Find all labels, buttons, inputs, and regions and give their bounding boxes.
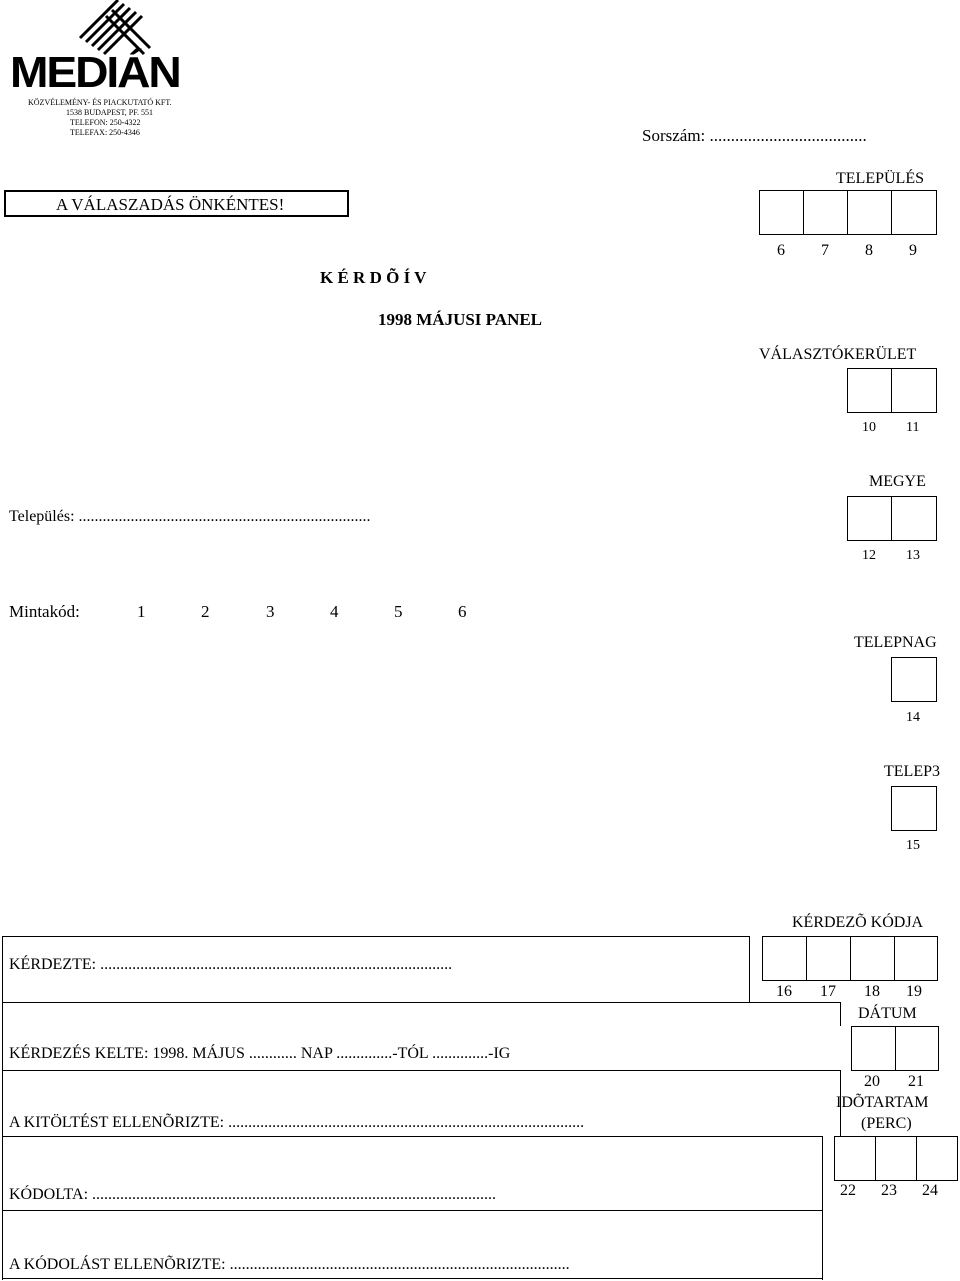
code-box[interactable] [895,1026,939,1071]
code-box[interactable] [847,190,892,235]
code-box[interactable] [891,496,937,541]
datum-label: DÁTUM [858,1005,917,1022]
voluntary-notice: A VÁLASZADÁS ÖNKÉNTES! [56,195,285,214]
telepnag-label: TELEPNAG [854,634,937,651]
column-number: 15 [906,838,920,853]
column-number: 18 [864,983,880,1000]
logo-line-2: 1538 BUDAPEST, PF. 551 [66,108,154,117]
divider [840,1002,841,1026]
code-box[interactable] [894,936,938,981]
code-box[interactable] [891,657,937,702]
page-subtitle: 1998 MÁJUSI PANEL [378,310,543,329]
divider [840,1070,841,1136]
column-number: 11 [906,420,920,435]
column-number: 16 [776,983,792,1000]
column-number: 7 [821,242,829,259]
kodolast-ellenorizte-field[interactable]: A KÓDOLÁST ELLENÕRIZTE: ..................................................................................... [9,1256,570,1273]
idotartam-label: IDÕTARTAM [836,1094,929,1111]
column-number: 20 [864,1073,880,1090]
column-number: 9 [909,242,917,259]
megye-label: MEGYE [869,473,926,490]
column-number: 19 [906,983,922,1000]
column-number: 21 [908,1073,924,1090]
page-title: K É R D Õ Í V [320,268,427,287]
code-box[interactable] [834,1136,876,1181]
divider [2,1136,822,1137]
kerdezo-kodja-label: KÉRDEZÕ KÓDJA [792,914,924,931]
logo-wordmark: MEDIÁN [10,48,180,97]
code-box[interactable] [851,1026,896,1071]
kitoltest-ellenorizte-field[interactable]: A KITÖLTÉST ELLENÕRIZTE: ......................................................................................... [9,1114,585,1131]
column-number: 13 [906,548,920,563]
code-box[interactable] [850,936,895,981]
divider [2,1210,822,1211]
divider [822,1210,823,1280]
column-number: 8 [865,242,873,259]
code-box[interactable] [806,936,851,981]
code-box[interactable] [916,1136,958,1181]
kodolta-field[interactable]: KÓDOLTA: ..................................................................................................... [9,1186,497,1203]
mintakod-number: 2 [201,602,210,621]
kerdezes-kelte-field[interactable]: KÉRDEZÉS KELTE: 1998. MÁJUS ............ NAP ..............-TÓL ..............-IG [9,1045,511,1062]
column-number: 17 [820,983,836,1000]
divider [2,1278,822,1279]
code-box[interactable] [759,190,804,235]
mintakod-number: 6 [458,602,467,621]
mintakod-number: 5 [394,602,403,621]
idotartam-unit: (PERC) [861,1115,912,1132]
column-number: 22 [840,1182,856,1199]
logo-line-4: TELEFAX: 250-4346 [70,128,140,137]
divider [822,1136,823,1210]
divider [2,1002,840,1003]
telep3-label: TELEP3 [884,763,940,780]
divider [2,936,3,1280]
voluntary-notice-box [4,190,349,217]
column-number: 24 [922,1182,938,1199]
code-box[interactable] [847,368,892,413]
telepules-field[interactable]: Település: ......................................................................... [9,508,371,525]
column-number: 6 [777,242,785,259]
kerdezte-field[interactable]: KÉRDEZTE: ........................................................................................ [9,956,453,973]
code-box[interactable] [891,786,937,831]
code-box[interactable] [891,368,937,413]
mintakod-label: Mintakód: [9,602,80,621]
column-number: 12 [862,548,876,563]
logo-line-1: KÖZVÉLEMÉNY- ÉS PIACKUTATÓ KFT. [28,98,172,107]
divider [2,936,749,937]
mintakod-number: 1 [137,602,146,621]
column-number: 10 [862,420,876,435]
mintakod-number: 3 [266,602,275,621]
valasztokerulet-label: VÁLASZTÓKERÜLET [759,346,917,363]
column-number: 14 [906,710,920,725]
code-box[interactable] [875,1136,917,1181]
code-box[interactable] [847,496,892,541]
divider [2,1070,840,1071]
mintakod-number: 4 [330,602,339,621]
code-box[interactable] [803,190,848,235]
code-box[interactable] [891,190,937,235]
column-number: 23 [881,1182,897,1199]
divider [749,936,750,1002]
logo-line-3: TELEFON: 250-4322 [70,118,141,127]
telepules-code-label: TELEPÜLÉS [836,170,924,187]
serial-number-field[interactable]: Sorszám: ..................................... [642,126,867,145]
code-box[interactable] [762,936,807,981]
